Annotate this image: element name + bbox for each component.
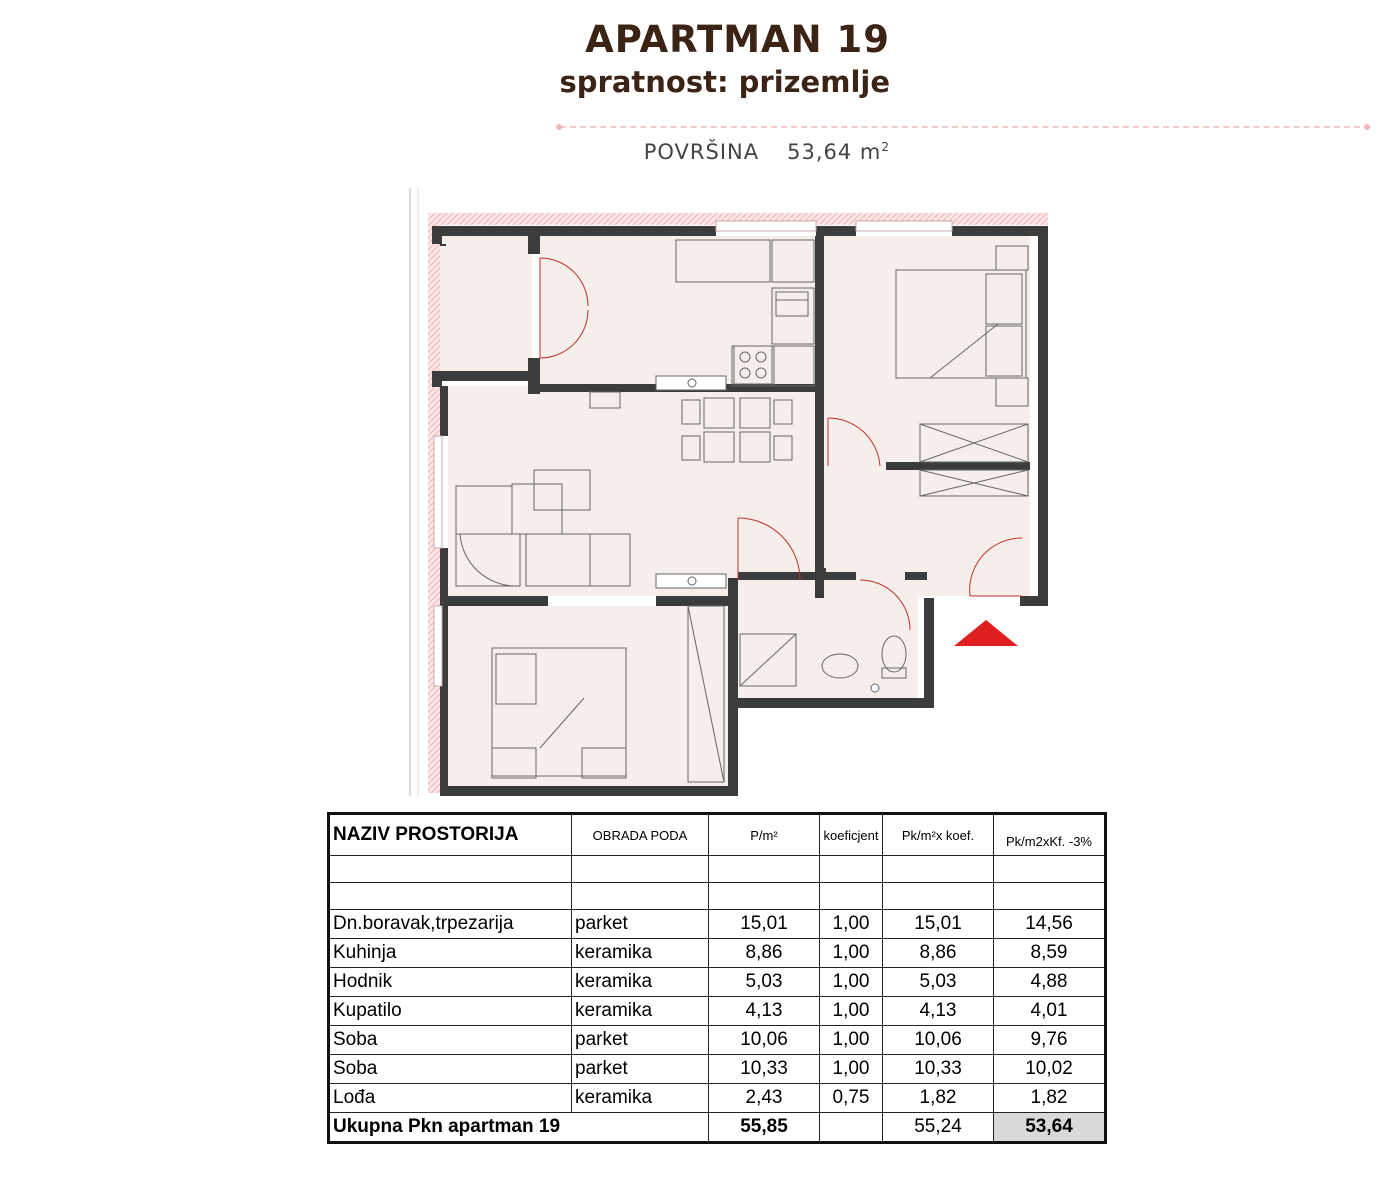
header-pk3: Pk/m2xKf. -3% (994, 814, 1106, 856)
entrance-arrow-icon (954, 620, 1018, 646)
floor-plan (400, 188, 1060, 800)
area-label: POVRŠINA (643, 140, 760, 164)
kitchen-floor (540, 236, 816, 386)
table-row: Lođa keramika 2,43 0,75 1,82 1,82 (329, 1084, 1106, 1113)
bedroom-2-floor (448, 606, 728, 786)
table-row: Dn.boravak,trpezarija parket 15,01 1,00 15,01 14,56 (329, 910, 1106, 939)
loggia-floor (440, 236, 532, 371)
room-area-table (327, 812, 1107, 1144)
header-obrada: OBRADA PODA (572, 814, 709, 856)
total-label: Ukupna Pkn apartman 19 (329, 1113, 709, 1143)
total-pk3: 53,64 (994, 1113, 1106, 1143)
header-p: P/m² (709, 814, 820, 856)
living-room-floor (448, 386, 820, 596)
plan-title-block (560, 18, 890, 100)
header-pk: Pk/m²x koef. (883, 814, 994, 856)
header-naziv: NAZIV PROSTORIJA (329, 814, 572, 856)
table-row: Kupatilo keramika 4,13 1,00 4,13 4,01 (329, 997, 1106, 1026)
table-row: Hodnik keramika 5,03 1,00 5,03 4,88 (329, 968, 1106, 997)
table-row: Soba parket 10,33 1,00 10,33 10,02 (329, 1055, 1106, 1084)
divider-line (560, 126, 1370, 128)
area-unit-exponent: 2 (881, 140, 890, 154)
divider-dot-right (1364, 124, 1370, 130)
floor-level-subtitle: spratnost: prizemlje (559, 65, 890, 99)
table-row: Soba parket 10,06 1,00 10,06 9,76 (329, 1026, 1106, 1055)
bathroom-floor (738, 580, 918, 698)
area-line (644, 140, 890, 164)
total-pk: 55,24 (883, 1113, 994, 1143)
divider-dot-left (556, 124, 562, 130)
total-p: 55,85 (709, 1113, 820, 1143)
area-value: 53,64 m (787, 140, 882, 164)
table-total-row (329, 1113, 1106, 1143)
table-row: Kuhinja keramika 8,86 1,00 8,86 8,59 (329, 939, 1106, 968)
apartment-title: APARTMAN 19 (585, 18, 890, 61)
header-koef: koeficjent (820, 814, 883, 856)
